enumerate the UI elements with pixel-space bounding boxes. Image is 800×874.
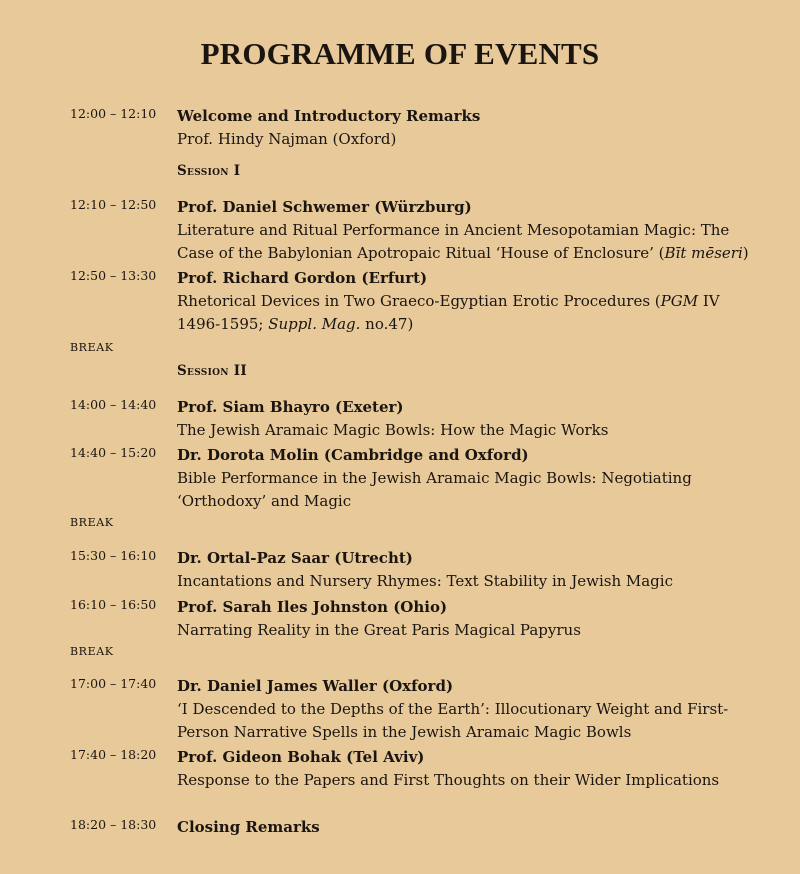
entry-time: 17:00 – 17:40 (70, 676, 157, 691)
entry-paper: The Jewish Aramaic Magic Bowls: How the Magic Works (177, 421, 609, 439)
entry-speaker: Prof. Siam Bhayro (Exeter) (177, 398, 404, 416)
session-heading: Session II (177, 363, 248, 379)
entry-speaker: Closing Remarks (177, 818, 320, 836)
entry-content (177, 816, 767, 839)
entry-time: 17:40 – 18:20 (70, 747, 157, 762)
entry-content (177, 196, 767, 265)
entry-paper: Incantations and Nursery Rhymes: Text Stability in Jewish Magic (177, 572, 673, 590)
page-title: PROGRAMME OF EVENTS (200, 36, 600, 71)
entry-content (177, 547, 767, 593)
entry-paper: Rhetorical Devices in Two Graeco-Egyptian Erotic Procedures (PGM IV 1496-1595; Suppl. Mag. no.47) (177, 292, 720, 333)
entry-paper: Bible Performance in the Jewish Aramaic Magic Bowls: Negotiating ‘Orthodoxy’ and Magic (177, 469, 692, 510)
break-label: BREAK (70, 516, 114, 529)
entry-speaker: Prof. Sarah Iles Johnston (Ohio) (177, 598, 448, 616)
entry-content (177, 105, 767, 151)
entry-content (177, 396, 767, 442)
entry-paper: Prof. Hindy Najman (Oxford) (177, 130, 397, 148)
entry-speaker: Dr. Dorota Molin (Cambridge and Oxford) (177, 446, 529, 464)
entry-content (177, 267, 767, 336)
entry-speaker: Dr. Ortal-Paz Saar (Utrecht) (177, 549, 413, 567)
entry-paper: Narrating Reality in the Great Paris Magical Papyrus (177, 621, 581, 639)
entry-paper: Response to the Papers and First Thoughts on their Wider Implications (177, 771, 720, 789)
entry-paper: Literature and Ritual Performance in Ancient Mesopotamian Magic: The Case of the Babylonian Apotropaic Ritual ‘House of Enclosure’ (Bīt mēseri) (177, 221, 749, 262)
break-label: BREAK (70, 645, 114, 658)
entry-time: 18:20 – 18:30 (70, 817, 157, 832)
entry-content (177, 746, 767, 792)
entry-speaker: Prof. Gideon Bohak (Tel Aviv) (177, 748, 425, 766)
entry-content (177, 444, 767, 513)
entry-time: 14:00 – 14:40 (70, 397, 157, 412)
entry-time: 12:10 – 12:50 (70, 197, 157, 212)
entry-time: 12:00 – 12:10 (70, 106, 157, 121)
session-heading: Session I (177, 163, 241, 179)
entry-time: 12:50 – 13:30 (70, 268, 157, 283)
entry-speaker: Welcome and Introductory Remarks (177, 107, 481, 125)
entry-time: 14:40 – 15:20 (70, 445, 157, 460)
entry-paper: ‘I Descended to the Depths of the Earth’: Illocutionary Weight and First-Person Narrative Spells in the Jewish Aramaic Magic Bowls (177, 700, 729, 741)
break-label: BREAK (70, 341, 114, 354)
entry-speaker: Prof. Richard Gordon (Erfurt) (177, 269, 428, 287)
entry-speaker: Dr. Daniel James Waller (Oxford) (177, 677, 454, 695)
entry-time: 16:10 – 16:50 (70, 597, 157, 612)
entry-content (177, 596, 767, 642)
entry-content (177, 675, 767, 744)
entry-speaker: Prof. Daniel Schwemer (Würzburg) (177, 198, 472, 216)
entry-time: 15:30 – 16:10 (70, 548, 157, 563)
